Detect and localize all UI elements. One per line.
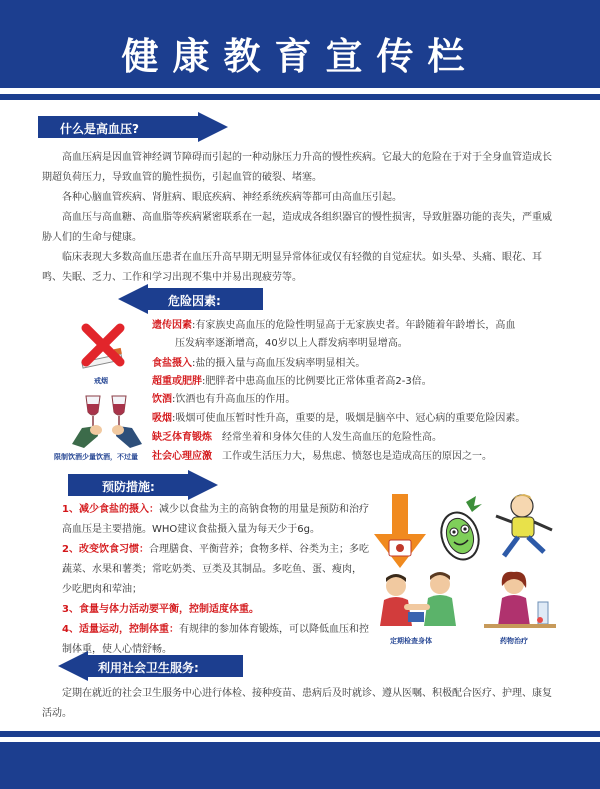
- eggplant-icon: [432, 496, 488, 564]
- checkup-icon: [374, 572, 466, 630]
- prevention-text: 有规律的参加体育锻炼，可以降低血压和控制体重，使人心情舒畅。: [62, 624, 369, 655]
- prevention-item-1: [62, 500, 370, 540]
- risk-item-continued: 压发病率逐渐增高，40岁以上人群发病率明显增高。: [175, 338, 408, 349]
- intro-paragraph-1: [42, 148, 560, 188]
- no-smoking-icon: [76, 320, 130, 374]
- page-title: 健康教育宣传栏: [121, 34, 479, 78]
- section-service-title: 利用社会卫生服务:: [98, 661, 199, 675]
- intro-p4-text: 临床表现大多数高血压患者在血压升高早期无明显异常体征或仅有轻微的自觉症状。如头晕、头痛、眼花、耳鸣、失眠、乏力、工作和学习出现不集中并易出现疲劳等。: [42, 252, 542, 283]
- prevention-text: 合理膳食、平衡营养；食物多样、谷类为主；多吃蔬菜、水果和薯类；常吃奶类、豆类及其制品。多吃鱼、蛋、瘦肉，少吃肥肉和荤油；: [62, 544, 369, 595]
- prevention-num: 3、食量与体力活动要平衡，控制适度体重。: [62, 604, 259, 615]
- risk-key: 超重或肥胖: [152, 376, 202, 387]
- prevention-item-3: [62, 600, 370, 620]
- risk-item: [152, 354, 365, 374]
- medicine-icon: [480, 570, 560, 630]
- prevention-num: 2、改变饮食习惯：: [62, 544, 149, 555]
- risk-text: :肥胖者中患高血压的比例要比正常体重者高2-3倍。: [202, 376, 432, 387]
- caption-smoke: 戒烟: [94, 377, 108, 385]
- caption-medicine: 药物治疗: [500, 637, 528, 645]
- risk-key: 社会心理应激: [152, 451, 212, 462]
- section-prevent-title: 预防措施:: [102, 480, 155, 494]
- risk-text: 工作或生活压力大，易焦虑、愤怒也是造成高压的原因之一。: [212, 451, 492, 462]
- caption-checkup: 定期检查身体: [390, 637, 432, 645]
- risk-text: :饮酒也有升高血压的作用。: [172, 394, 296, 405]
- intro-p3-text: 高血压与高血糖、高血脂等疾病紧密联系在一起，造成成各组织器官的慢性损害，导致脏器功能的丧失，严重威胁人们的生命与健康。: [42, 212, 552, 243]
- risk-key: 食盐摄入: [152, 358, 192, 369]
- prevention-text: 减少以食盐为主的高钠食物的用量是预防和治疗高血压是主要措施。WHO建议食盐摄入量为每天少于6g。: [62, 504, 369, 535]
- intro-paragraph-4: [42, 248, 560, 288]
- footer-divider: [0, 731, 600, 737]
- risk-text: :盐的摄入量与高血压发病率明显相关。: [192, 358, 366, 369]
- risk-key: 遗传因素: [152, 320, 192, 331]
- risk-text: :有家族史高血压的危险性明显高于无家族史者。年龄随着年龄增长，高血: [192, 320, 516, 331]
- risk-item: [152, 409, 525, 429]
- section-risk-title: 危险因素:: [168, 294, 221, 308]
- service-paragraph: [42, 684, 560, 724]
- prevention-item-2: [62, 540, 370, 600]
- section-what-arrow: [38, 112, 228, 142]
- salt-down-arrow-icon: [370, 494, 430, 574]
- section-prevent-arrow: [68, 470, 218, 500]
- footer-band: [0, 742, 600, 789]
- risk-item: [152, 316, 515, 336]
- risk-key: 缺乏体育锻炼: [152, 432, 212, 443]
- risk-item: [152, 428, 442, 448]
- section-service-arrow: [58, 651, 243, 681]
- wine-glasses-icon: [72, 392, 142, 450]
- section-risk-arrow: [118, 284, 263, 314]
- caption-drink: 限制饮酒少量饮酒，不过量: [54, 453, 138, 461]
- risk-item: [152, 390, 295, 410]
- section-what-title: 什么是高血压?: [60, 122, 139, 136]
- risk-text: 经常坐着和身体欠佳的人发生高血压的危险性高。: [212, 432, 442, 443]
- risk-item: [152, 372, 432, 392]
- risk-item: [152, 447, 492, 467]
- risk-key: 吸烟: [152, 413, 172, 424]
- service-text: 定期在就近的社会卫生服务中心进行体检、接种疫苗、患病后及时就诊、遵从医嘱、积极配合医疗、护理、康复活动。: [42, 688, 552, 719]
- risk-text: :吸烟可使血压暂时性升高，重要的是，吸烟是脑卒中、冠心病的重要危险因素。: [172, 413, 526, 424]
- running-person-icon: [492, 492, 558, 562]
- intro-p2-text: 各种心脑血管疾病、肾脏病、眼底疾病、神经系统疾病等都可由高血压引起。: [62, 192, 402, 203]
- intro-p1-text: 高血压病是因血管神经调节障碍而引起的一种动脉压力升高的慢性疾病。它最大的危险在于对于全身血管造成长期超负荷压力，导致血管的脆性损伤，引起血管的破裂、堵塞。: [42, 152, 552, 183]
- intro-paragraph-2: [42, 188, 560, 208]
- header-divider: [0, 94, 600, 100]
- prevention-num: 1、减少食盐的摄入：: [62, 504, 159, 515]
- prevention-num: 4、适量运动，控制体重：: [62, 624, 179, 635]
- intro-paragraph-3: [42, 208, 560, 248]
- risk-key: 饮酒: [152, 394, 172, 405]
